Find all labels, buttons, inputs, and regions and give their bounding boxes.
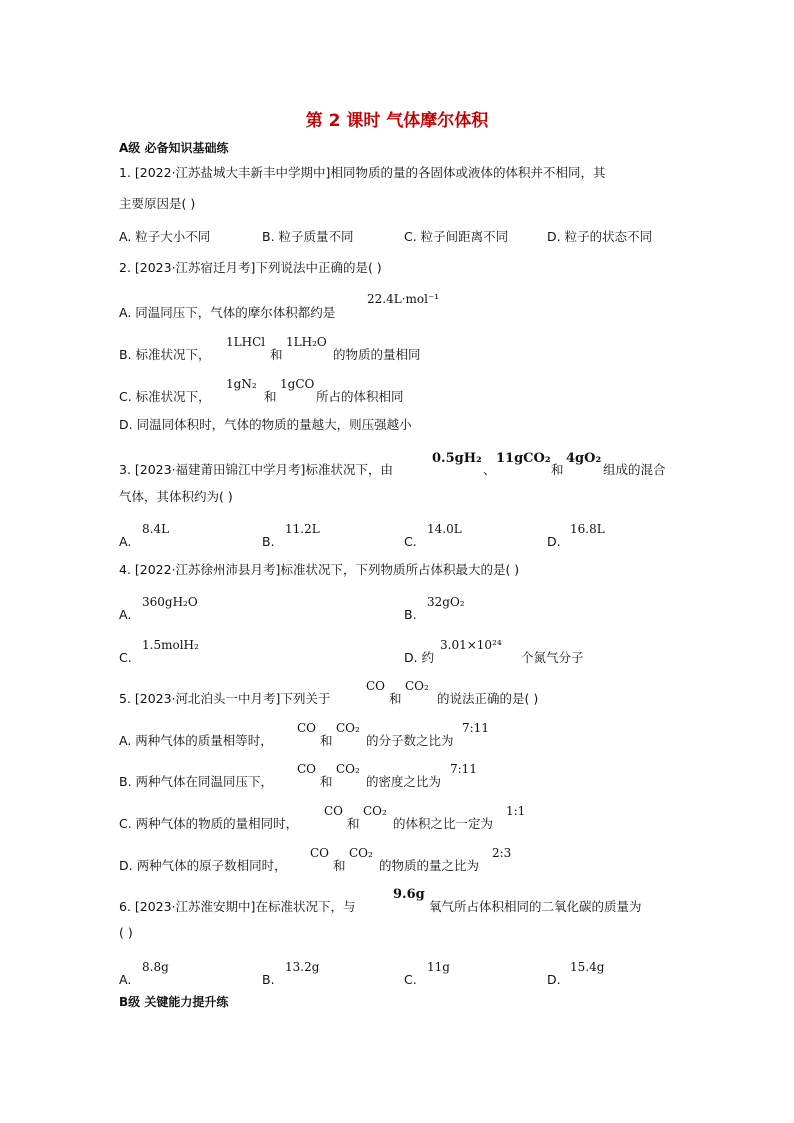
q5-option-a-ratio: 7:11 — [462, 721, 489, 735]
section-b-heading: B级 关键能力提升练 — [119, 995, 229, 1009]
q1-option-a: A. 粒子大小不同 — [119, 229, 211, 244]
q5-option-b-co: CO — [297, 762, 317, 776]
q6-option-c-value: 11g — [427, 960, 450, 974]
q5-option-d-co: CO — [310, 846, 330, 860]
q5-formula-co: CO — [366, 679, 386, 693]
q5-option-a-co2: CO₂ — [336, 721, 360, 735]
q5-formula-co2: CO₂ — [405, 679, 429, 693]
q3-stem-post: 组成的混合 — [603, 462, 666, 477]
q3-formula-co2: 11gCO₂ — [496, 451, 551, 466]
q5-option-a-co: CO — [297, 721, 317, 735]
q4-option-c-label: C. — [119, 650, 132, 665]
q2-option-b-and: 和 — [270, 347, 283, 362]
q6-option-c-label: C. — [404, 972, 417, 987]
q2-option-d: D. 同温同体积时，气体的物质的量越大，则压强越小 — [119, 417, 412, 432]
q2-option-a: A. 同温同压下，气体的摩尔体积都约是 — [119, 305, 336, 320]
q2-option-a-formula: 22.4L·mol⁻¹ — [367, 292, 440, 306]
q1-stem-line2: 主要原因是( ) — [119, 196, 196, 211]
q6-stem-post: 氧气所占体积相同的二氧化碳的质量为 — [429, 899, 642, 914]
q5-option-a-pre: A. 两种气体的质量相等时， — [119, 733, 273, 748]
q5-stem-pre: 5. [2023·河北泊头一中月考]下列关于 — [119, 691, 331, 706]
q5-option-d-pre: D. 两种气体的原子数相同时， — [119, 858, 287, 873]
q4-stem: 4. [2022·江苏徐州沛县月考]标准状况下，下列物质所占体积最大的是( ) — [119, 562, 520, 577]
q2-option-c-formula2: 1gCO — [280, 377, 315, 391]
q2-stem: 2. [2023·江苏宿迁月考]下列说法中正确的是( ) — [119, 260, 382, 275]
q4-option-b-label: B. — [404, 607, 417, 622]
q3-stem-pre: 3. [2023·福建莆田锦江中学月考]标准状况下，由 — [119, 462, 393, 477]
q4-option-a-value: 360gH₂O — [142, 595, 198, 609]
q3-option-a-value: 8.4L — [142, 522, 170, 536]
q3-option-b-value: 11.2L — [285, 522, 320, 536]
q1-option-c: C. 粒子间距离不同 — [404, 229, 509, 244]
q2-option-b-formula1: 1LHCl — [226, 335, 266, 349]
q2-option-b-post: 的物质的量相同 — [333, 347, 421, 362]
q6-option-b-label: B. — [262, 972, 275, 987]
q3-sep1: 、 — [483, 462, 496, 477]
q6-stem-pre: 6. [2023·江苏淮安期中]在标准状况下，与 — [119, 899, 356, 914]
q3-formula-o2: 4gO₂ — [566, 451, 602, 466]
q4-option-d-label: D. 约 — [404, 650, 435, 665]
q1-stem-line1: 1. [2022·江苏盐城大丰新丰中学期中]相同物质的量的各固体或液体的体积并不相同，其 — [119, 165, 606, 180]
q5-option-b-and: 和 — [320, 774, 333, 789]
q4-option-d-post: 个氮气分子 — [521, 650, 584, 665]
q4-option-a-label: A. — [119, 607, 132, 622]
q5-option-d-post: 的物质的量之比为 — [379, 858, 480, 873]
q5-option-c-post: 的体积之比一定为 — [393, 816, 494, 831]
q6-option-d-value: 15.4g — [570, 960, 605, 974]
q5-option-c-and: 和 — [347, 816, 360, 831]
q5-option-c-pre: C. 两种气体的物质的量相同时， — [119, 816, 299, 831]
q5-stem-and: 和 — [389, 691, 402, 706]
q6-option-a-label: A. — [119, 972, 132, 987]
q4-option-d-value: 3.01×10²⁴ — [440, 638, 502, 652]
q1-option-b: B. 粒子质量不同 — [262, 229, 354, 244]
q6-option-a-value: 8.8g — [142, 960, 169, 974]
q5-stem-post: 的说法正确的是( ) — [437, 691, 539, 706]
q5-option-a-and: 和 — [320, 733, 333, 748]
q2-option-c-post: 所占的体积相同 — [316, 389, 404, 404]
q5-option-b-pre: B. 两种气体在同温同压下， — [119, 774, 274, 789]
q5-option-a-post: 的分子数之比为 — [366, 733, 454, 748]
q6-formula-mass: 9.6g — [393, 887, 425, 902]
q4-option-c-value: 1.5molH₂ — [142, 638, 199, 652]
q2-option-c-and: 和 — [264, 389, 277, 404]
q1-option-d: D. 粒子的状态不同 — [547, 229, 653, 244]
q3-option-b-label: B. — [262, 534, 275, 549]
q3-option-c-label: C. — [404, 534, 417, 549]
q5-option-c-co: CO — [324, 804, 344, 818]
q3-option-d-value: 16.8L — [570, 522, 605, 536]
q6-stem-line2: ( ) — [119, 925, 133, 940]
q5-option-d-and: 和 — [333, 858, 346, 873]
q2-option-b-formula2: 1LH₂O — [286, 335, 327, 349]
q5-option-b-post: 的密度之比为 — [366, 774, 442, 789]
q3-formula-h2: 0.5gH₂ — [432, 451, 482, 466]
q3-option-c-value: 14.0L — [427, 522, 462, 536]
q3-sep2: 和 — [551, 462, 564, 477]
q3-option-d-label: D. — [547, 534, 561, 549]
q3-option-a-label: A. — [119, 534, 132, 549]
page-title: 第 2 课时 气体摩尔体积 — [305, 111, 489, 131]
q5-option-b-co2: CO₂ — [336, 762, 360, 776]
q5-option-c-ratio: 1:1 — [506, 804, 526, 818]
q5-option-d-ratio: 2:3 — [492, 846, 512, 860]
q6-option-b-value: 13.2g — [285, 960, 320, 974]
section-a-heading: A级 必备知识基础练 — [119, 141, 229, 155]
q5-option-c-co2: CO₂ — [363, 804, 387, 818]
q2-option-c-formula1: 1gN₂ — [226, 377, 257, 391]
q5-option-b-ratio: 7:11 — [450, 762, 477, 776]
q2-option-b-pre: B. 标准状况下， — [119, 347, 211, 362]
q5-option-d-co2: CO₂ — [349, 846, 373, 860]
q2-option-c-pre: C. 标准状况下， — [119, 389, 211, 404]
q6-option-d-label: D. — [547, 972, 561, 987]
q3-stem-line2: 气体，其体积约为( ) — [119, 489, 233, 504]
q4-option-b-value: 32gO₂ — [427, 595, 465, 609]
